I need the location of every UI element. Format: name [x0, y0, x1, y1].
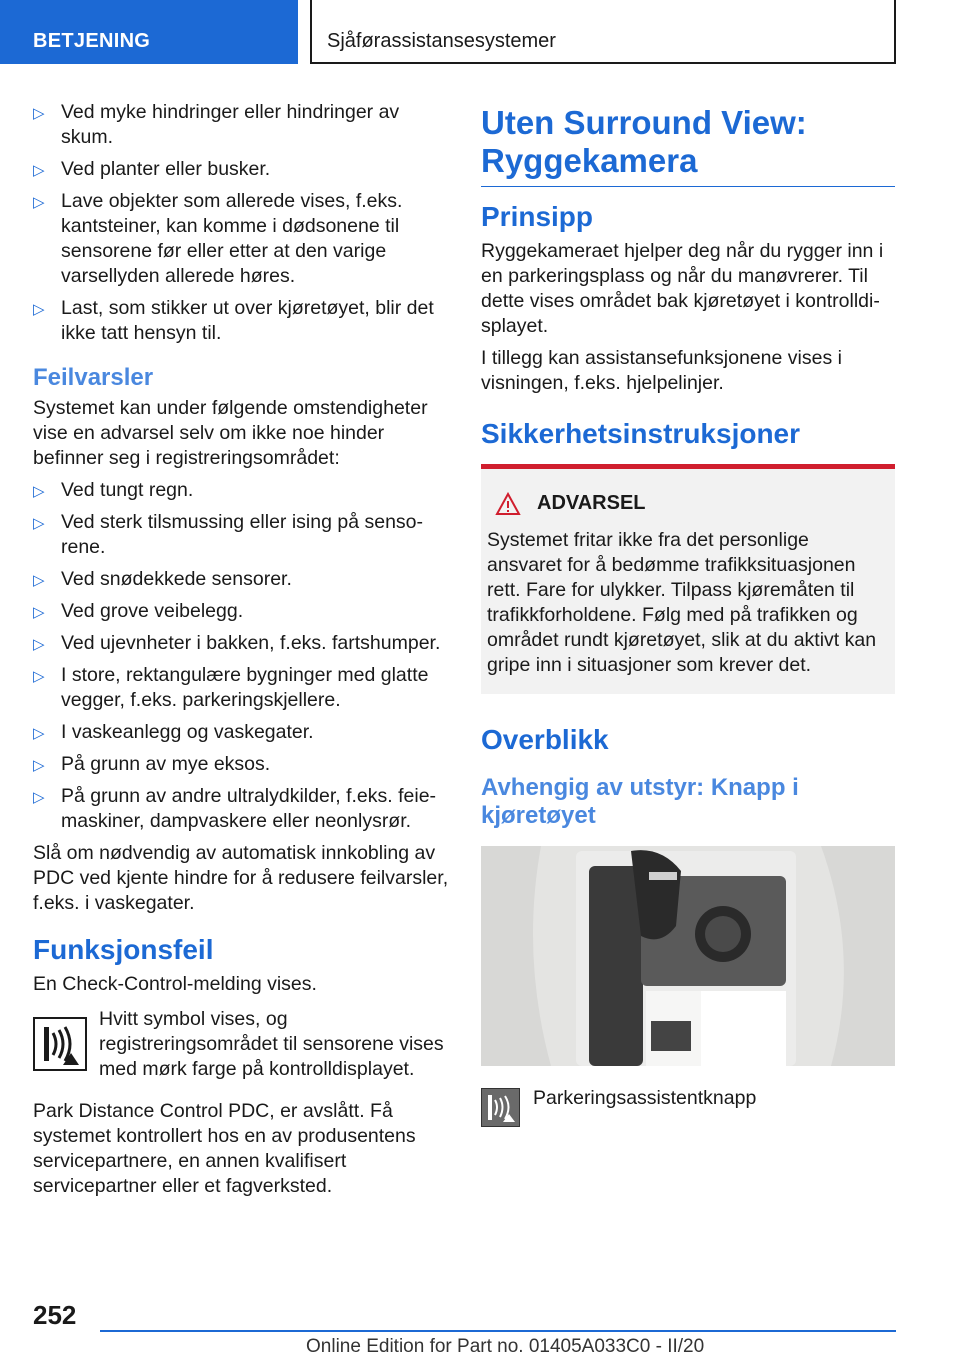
list-item: ▷ Ved myke hindringer eller hindringer av skum. — [33, 101, 400, 148]
warning-header — [489, 491, 889, 516]
triangle-bullet-icon: ▷ — [33, 757, 45, 774]
warning-label: ADVARSEL — [537, 492, 646, 514]
warning-triangle-icon — [495, 492, 521, 516]
pdc-note: Slå om nødvendig av automatisk innkobling av PDC ved kjente hindre for å redusere feilvarsler, f.eks. i vaskegater. — [33, 842, 449, 914]
heading-funksjonsfeil: Funksjonsfeil — [33, 934, 214, 965]
list-item: ▷ Ved ujevnheter i bakken, f.eks. fartshumper. — [33, 631, 449, 656]
prinsipp-text-2: I tillegg kan assistansefunksjonene vises i visningen, f.eks. hjelpelinjer. — [481, 347, 842, 394]
header-chapter-label: Sjåførassistansesystemer — [327, 30, 556, 52]
footer-divider — [100, 1330, 896, 1332]
list-item: ▷ I vaskeanlegg og vaskegater. — [33, 720, 449, 745]
feilvarsler-text: Systemet kan under følgende omstendigheter vise en advarsel selv om ikke noe hinder befinner seg i registreringsområdet: — [33, 397, 428, 469]
list-item: ▷ Lave objekter som allerede vises, f.eks. kantsteiner, kan komme i dødsonene til sensorene før eller etter at den varige varsellyden allerede høres. — [33, 190, 403, 287]
header-chapter-box — [310, 0, 896, 64]
triangle-bullet-icon: ▷ — [33, 515, 45, 532]
triangle-bullet-icon: ▷ — [33, 789, 45, 806]
list-item: ▷ Ved snødekkede sensorer. — [33, 567, 449, 592]
center-console-photo — [481, 846, 895, 1066]
closing-text: Park Distance Control PDC, er avslått. Få systemet kontrollert hos en av produsentens servicepartnere, en annen kvalifisert servicepartner eller et fagverksted. — [33, 1100, 416, 1197]
triangle-bullet-icon: ▷ — [33, 194, 45, 211]
heading-utstyr: Avhengig av utstyr: Knapp i kjøretøyet — [481, 774, 799, 829]
heading-feilvarsler: Feilvarsler — [33, 364, 154, 391]
list-item: ▷ Ved planter eller busker. — [33, 157, 449, 182]
warning-box — [481, 464, 895, 694]
caption-row — [481, 1086, 895, 1126]
heading-overblikk: Overblikk — [481, 724, 609, 755]
header-section-label: BETJENING — [33, 30, 151, 52]
triangle-bullet-icon: ▷ — [33, 483, 45, 500]
pdc-sensor-icon — [33, 1017, 87, 1071]
list-item: ▷ På grunn av mye eksos. — [33, 752, 449, 777]
left-column — [33, 100, 449, 1206]
triangle-bullet-icon: ▷ — [33, 725, 45, 742]
list-item: ▷ Ved tungt regn. — [33, 478, 449, 503]
heading-sikkerhet: Sikkerhetsinstruksjoner — [481, 418, 801, 449]
bullet-list-1 — [33, 100, 449, 346]
triangle-bullet-icon: ▷ — [33, 636, 45, 653]
caption-text: Parkeringsassistentknapp — [533, 1087, 757, 1109]
header-section-tab — [0, 0, 298, 64]
list-item: ▷ Ved grove veibelegg. — [33, 599, 449, 624]
triangle-bullet-icon: ▷ — [33, 572, 45, 589]
main-title: Uten Surround View: Ryggekamera — [481, 100, 895, 187]
triangle-bullet-icon: ▷ — [33, 604, 45, 621]
triangle-bullet-icon: ▷ — [33, 668, 45, 685]
footer-edition: Online Edition for Part no. 01405A033C0 - II/20 — [306, 1336, 705, 1357]
triangle-bullet-icon: ▷ — [33, 105, 45, 122]
page-number: 252 — [33, 1300, 77, 1330]
parking-assistant-button-icon — [481, 1088, 520, 1127]
heading-prinsipp: Prinsipp — [481, 201, 594, 232]
list-item: ▷ Last, som stikker ut over kjøretøyet, blir det ikke tatt hensyn til. — [33, 297, 434, 344]
warning-text: Systemet fritar ikke fra det personlige ansvaret for å bedømme trafikksituasjonen rett. Fare for ulykker. Tilpass kjøremåten til trafikkforholdene. Følg med på trafikken og området rundt kjøretøyet, slik at du aktivt kan gripe inn i situasjoner som krever det. — [487, 529, 877, 676]
symbol-text: Hvitt symbol vises, og registreringsområdet til sensorene vises med mørk farge på kontrolldisplayet. — [99, 1008, 444, 1080]
list-item: ▷ Ved sterk tilsmussing eller ising på sensorene. — [33, 511, 424, 558]
right-column — [481, 100, 895, 1126]
symbol-description — [33, 1007, 449, 1085]
list-item: ▷ På grunn av andre ultralydkilder, f.eks. feiemaskiner, dampvaskere eller neonlysrør. — [33, 785, 437, 832]
bullet-list-2 — [33, 478, 449, 834]
triangle-bullet-icon: ▷ — [33, 301, 45, 318]
triangle-bullet-icon: ▷ — [33, 162, 45, 179]
list-item: ▷ I store, rektangulære bygninger med glatte vegger, f.eks. parkeringskjellere. — [33, 664, 429, 711]
funksjonsfeil-text: En Check-Control-melding vises. — [33, 973, 317, 995]
prinsipp-text-1: Ryggekameraet hjelper deg når du rygger inn i en parkeringsplass og når du manøvrerer. Til dette vises området bak kjøretøyet i kontrolldisplayet. — [481, 240, 884, 337]
